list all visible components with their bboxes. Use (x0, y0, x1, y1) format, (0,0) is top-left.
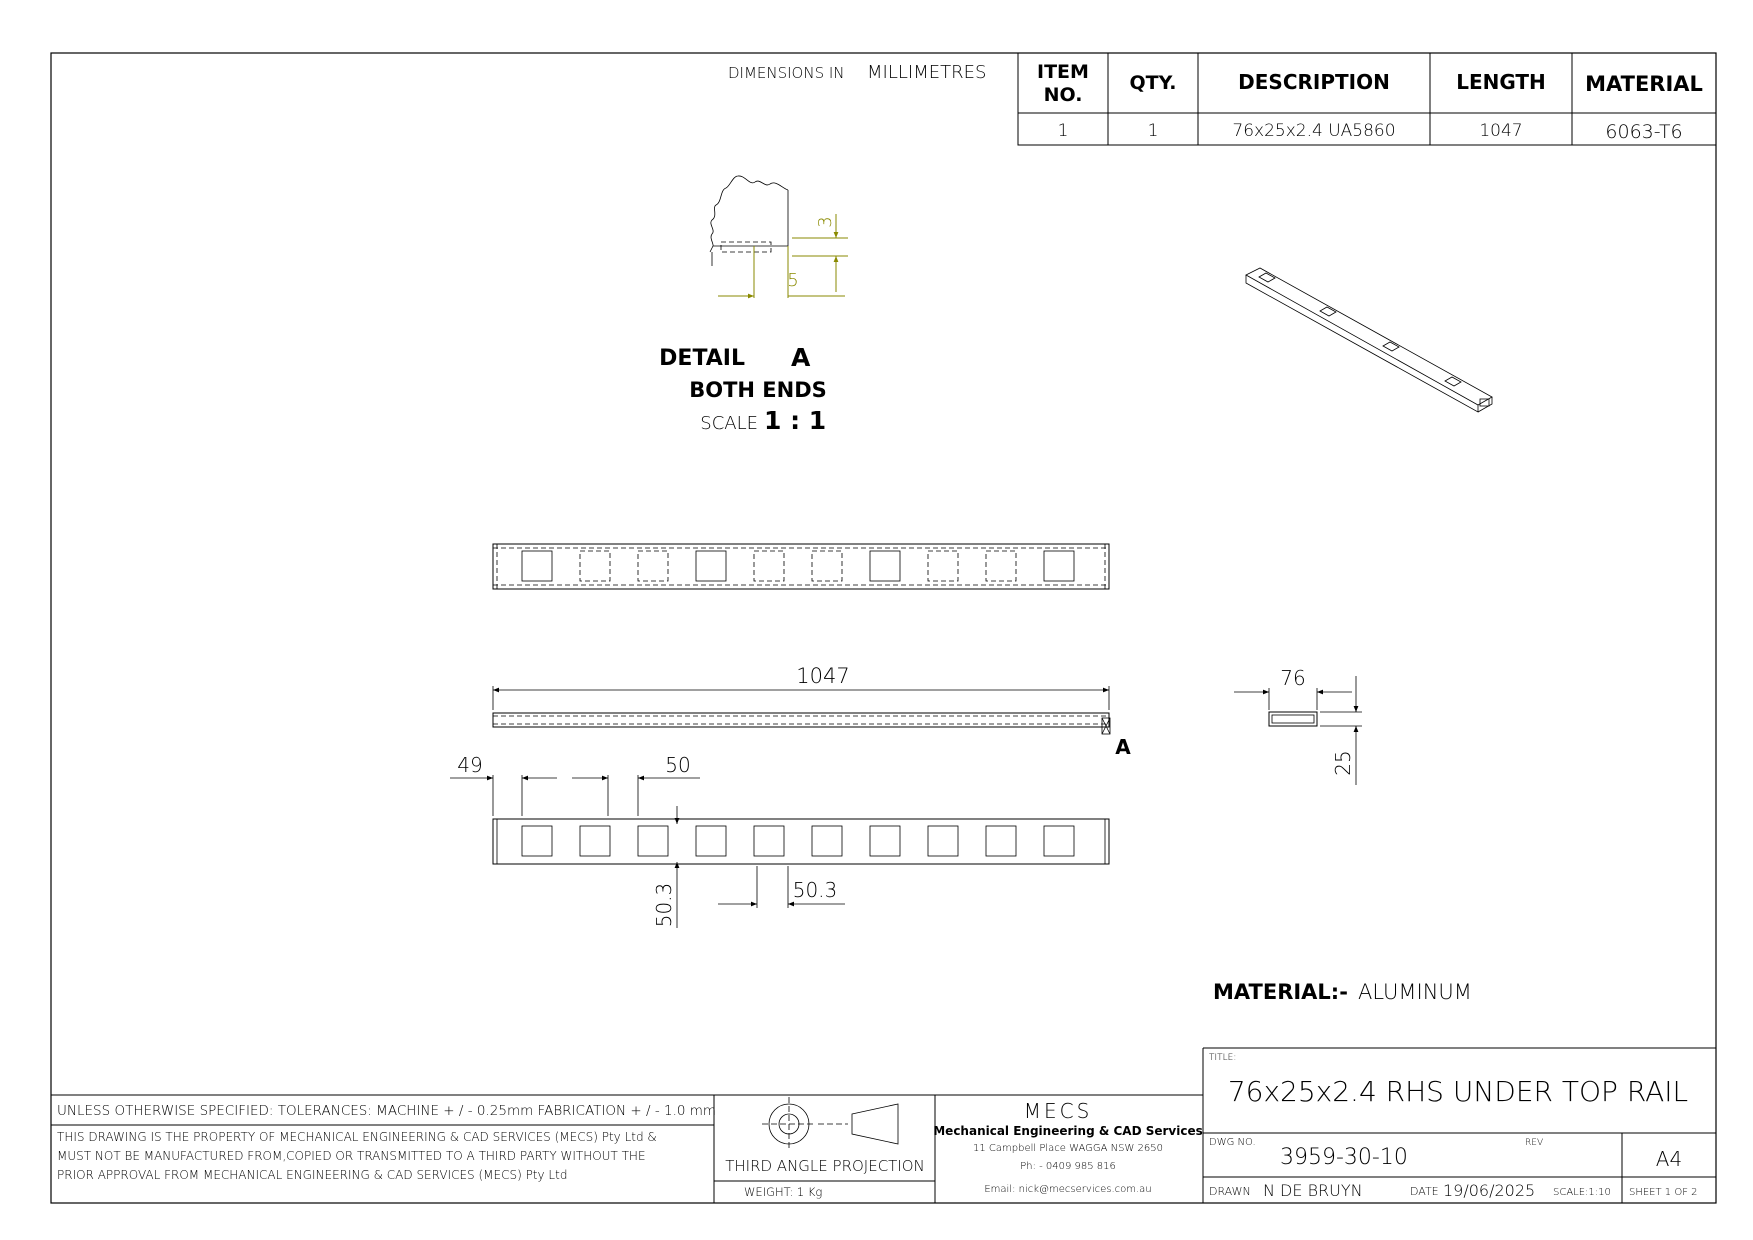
material-note-label: MATERIAL:- (1213, 980, 1348, 1004)
bom-header-item-line1: ITEM (1037, 61, 1089, 83)
bom-header-material: MATERIAL (1585, 72, 1703, 96)
bom-cell-description: 76x25x2.4 UA5860 (1232, 121, 1396, 141)
section-view (1234, 666, 1362, 785)
bottom-view-hole (522, 826, 552, 856)
bom-header-description: DESCRIPTION (1238, 70, 1390, 94)
bom-header-length: LENGTH (1456, 70, 1546, 94)
detail-a-view (710, 176, 848, 298)
bottom-view-hole (812, 826, 842, 856)
units-label: DIMENSIONS IN (728, 64, 845, 82)
weight-label: WEIGHT: 1 Kg (744, 1185, 823, 1199)
scale-value: SCALE:1:10 (1553, 1187, 1611, 1198)
company-address: 11 Campbell Place WAGGA NSW 2650 (973, 1143, 1163, 1154)
rev-label: REV (1525, 1138, 1544, 1148)
property-note-line1: THIS DRAWING IS THE PROPERTY OF MECHANICAL ENGINEERING & CAD SERVICES (MECS) Pty Ltd & (57, 1130, 657, 1144)
material-note-value: ALUMINUM (1358, 980, 1472, 1004)
bottom-view-hole (580, 826, 610, 856)
top-view-hole (928, 551, 958, 581)
drawn-by: N DE BRUYN (1263, 1181, 1363, 1200)
property-note-line3: PRIOR APPROVAL FROM MECHANICAL ENGINEERING & CAD SERVICES (MECS) Pty Ltd (57, 1168, 568, 1182)
detail-scale-value: 1 : 1 (764, 406, 827, 435)
dwg-no: 3959-30-10 (1280, 1145, 1408, 1170)
date-label: DATE (1410, 1185, 1439, 1198)
bottom-view-hole (638, 826, 668, 856)
top-view-hole (812, 551, 842, 581)
dim-overall-length: 1047 (796, 664, 850, 688)
dim-section-width: 76 (1280, 666, 1306, 690)
company-name: Mechanical Engineering & CAD Services (933, 1124, 1203, 1138)
bom-cell-material: 6063-T6 (1605, 121, 1683, 143)
bom-cell-item: 1 (1057, 121, 1069, 141)
isometric-view (1246, 268, 1492, 412)
dim-end-offset: 49 (457, 753, 483, 777)
bom-cell-length: 1047 (1479, 121, 1523, 141)
sheet-border (51, 53, 1716, 1203)
top-view-hole (1044, 551, 1074, 581)
detail-a-label (659, 343, 827, 435)
top-view-hole (580, 551, 610, 581)
third-angle-projection-icon (762, 1097, 898, 1151)
sheet-number: SHEET 1 OF 2 (1629, 1187, 1698, 1198)
units-value: MILLIMETRES (867, 62, 987, 83)
dim-hole-spacing: 50.3 (792, 878, 838, 902)
dwg-no-label: DWG NO. (1209, 1137, 1256, 1148)
detail-callout-letter: A (1115, 735, 1131, 759)
projection-label: THIRD ANGLE PROJECTION (725, 1157, 925, 1175)
company-phone: Ph: - 0409 985 816 (1020, 1161, 1116, 1172)
bottom-view (450, 753, 1109, 928)
bottom-view-hole (696, 826, 726, 856)
top-view-hole (522, 551, 552, 581)
top-view-hole (696, 551, 726, 581)
bottom-view-hole (870, 826, 900, 856)
dim-section-height: 25 (1331, 750, 1355, 776)
property-note-line2: MUST NOT BE MANUFACTURED FROM,COPIED OR TRANSMITTED TO A THIRD PARTY WITHOUT THE (57, 1149, 646, 1163)
bottom-view-hole (986, 826, 1016, 856)
dim-hole-height: 50.3 (652, 882, 676, 928)
bom-header-item-line2: NO. (1043, 84, 1083, 106)
bottom-view-hole (754, 826, 784, 856)
detail-title-letter: A (791, 343, 811, 372)
detail-scale-prefix: SCALE (700, 413, 758, 434)
top-view-hole (754, 551, 784, 581)
drawing-title: 76x25x2.4 RHS UNDER TOP RAIL (1227, 1075, 1689, 1108)
bom-table (1018, 53, 1716, 145)
top-view (493, 544, 1109, 589)
top-view-hole (986, 551, 1016, 581)
bottom-view-hole (1044, 826, 1074, 856)
top-view-holes (522, 551, 1074, 581)
material-note (1213, 980, 1472, 1004)
tolerances-note: UNLESS OTHERWISE SPECIFIED: TOLERANCES: MACHINE + / - 0.25mm FABRICATION + / - 1.0 mm (57, 1103, 717, 1119)
bom-cell-qty: 1 (1147, 121, 1159, 141)
company-email: Email: nick@mecservices.com.au (984, 1184, 1152, 1195)
drawn-label: DRAWN (1209, 1185, 1251, 1198)
top-view-hole (870, 551, 900, 581)
bom-header-qty: QTY. (1129, 72, 1177, 94)
sheet-size: A4 (1655, 1147, 1683, 1171)
detail-dim-horizontal: 5 (787, 270, 799, 291)
top-view-hole (638, 551, 668, 581)
bottom-view-hole (928, 826, 958, 856)
bottom-view-holes (522, 826, 1074, 856)
detail-dim-vertical: 3 (815, 216, 836, 228)
title-label: TITLE: (1209, 1053, 1237, 1063)
units-note (728, 62, 986, 83)
company-logo: MECS (1023, 1099, 1093, 1123)
detail-title-prefix: DETAIL (659, 346, 745, 371)
title-block (51, 1048, 1716, 1203)
front-view (493, 664, 1131, 759)
dim-hole-size: 50 (665, 753, 691, 777)
detail-subtitle: BOTH ENDS (689, 378, 827, 402)
date-value: 19/06/2025 (1443, 1181, 1536, 1200)
